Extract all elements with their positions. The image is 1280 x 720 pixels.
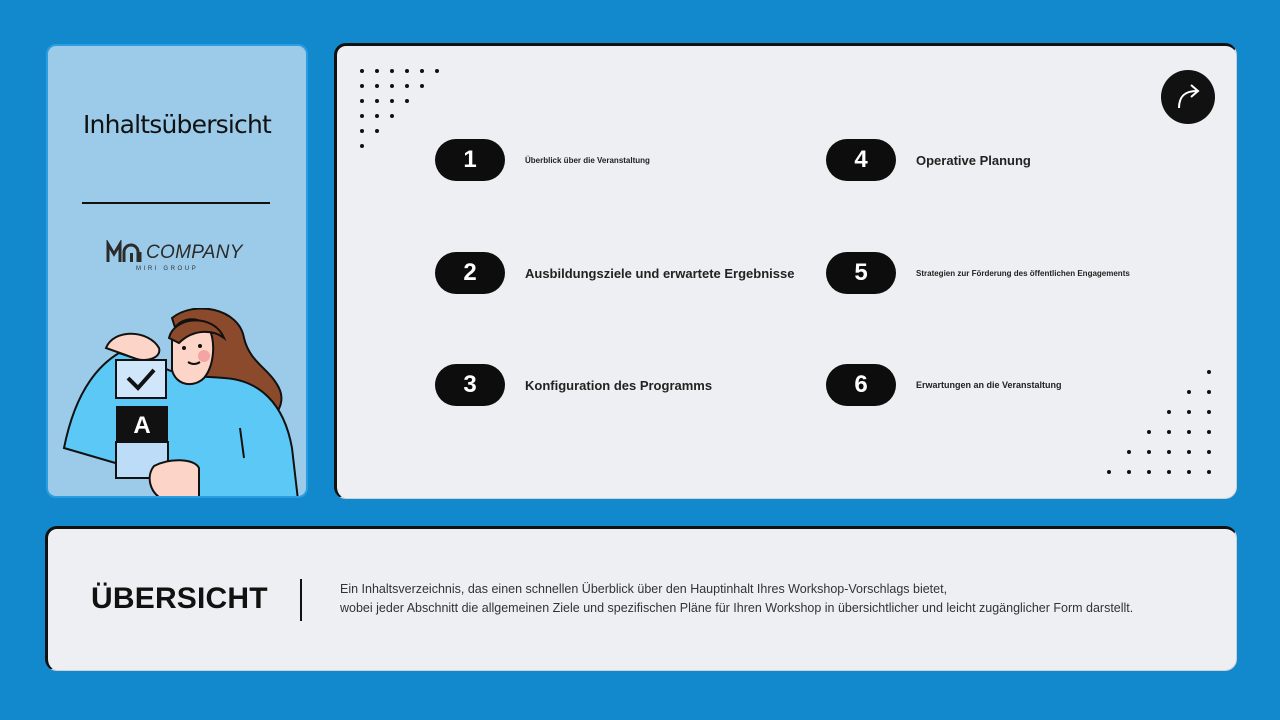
- toc-label-1: Überblick über die Veranstaltung: [525, 155, 650, 165]
- logo-mark-icon: [106, 240, 146, 264]
- overview-description: [340, 580, 1133, 618]
- card-letter: A: [133, 412, 151, 439]
- curved-arrow-right-icon: [1173, 82, 1203, 112]
- sidebar-panel: [46, 44, 308, 498]
- toc-label-5: Strategien zur Förderung des öffentlichen Engagements: [916, 268, 1130, 278]
- overview-panel: [45, 526, 1237, 671]
- toc-item-6[interactable]: [826, 364, 1062, 406]
- decorative-dots-bottom-right: [1105, 368, 1215, 478]
- toc-number-3: 3: [435, 364, 505, 406]
- toc-label-2: Ausbildungsziele und erwartete Ergebnisse: [525, 265, 795, 281]
- logo-name: COMPANY: [146, 242, 243, 263]
- sidebar-divider: [82, 202, 270, 204]
- company-logo: [106, 238, 246, 274]
- next-arrow-button[interactable]: [1161, 70, 1215, 124]
- overview-line-2: wobei jeder Abschnitt die allgemeinen Ziele und spezifischen Pläne für Ihren Workshop in übersichtlicher und leicht zugänglicher Form darstellt.: [340, 601, 1134, 615]
- toc-item-4[interactable]: [826, 139, 1031, 181]
- sidebar-title: Inhaltsübersicht: [82, 110, 272, 139]
- toc-item-2[interactable]: [435, 252, 794, 294]
- toc-label-4: Operative Planung: [916, 152, 1031, 168]
- toc-number-5: 5: [826, 252, 896, 294]
- toc-item-5[interactable]: [826, 252, 1130, 294]
- toc-number-1: 1: [435, 139, 505, 181]
- toc-number-2: 2: [435, 252, 505, 294]
- person-holding-checklist-illustration: [54, 308, 304, 498]
- contents-panel: [334, 43, 1237, 499]
- toc-item-1[interactable]: [435, 139, 650, 181]
- logo-subtitle: MIRI GROUP: [136, 266, 199, 272]
- toc-number-4: 4: [826, 139, 896, 181]
- overview-title: ÜBERSICHT: [91, 582, 268, 615]
- toc-label-6: Erwartungen an die Veranstaltung: [916, 380, 1062, 390]
- toc-label-3: Konfiguration des Programms: [525, 377, 713, 393]
- overview-line-1: Ein Inhaltsverzeichnis, das einen schnellen Überblick über den Hauptinhalt Ihres Workshop-Vorschlags bietet,: [340, 582, 948, 596]
- toc-number-6: 6: [826, 364, 896, 406]
- overview-divider: [300, 579, 302, 621]
- toc-item-3[interactable]: [435, 364, 712, 406]
